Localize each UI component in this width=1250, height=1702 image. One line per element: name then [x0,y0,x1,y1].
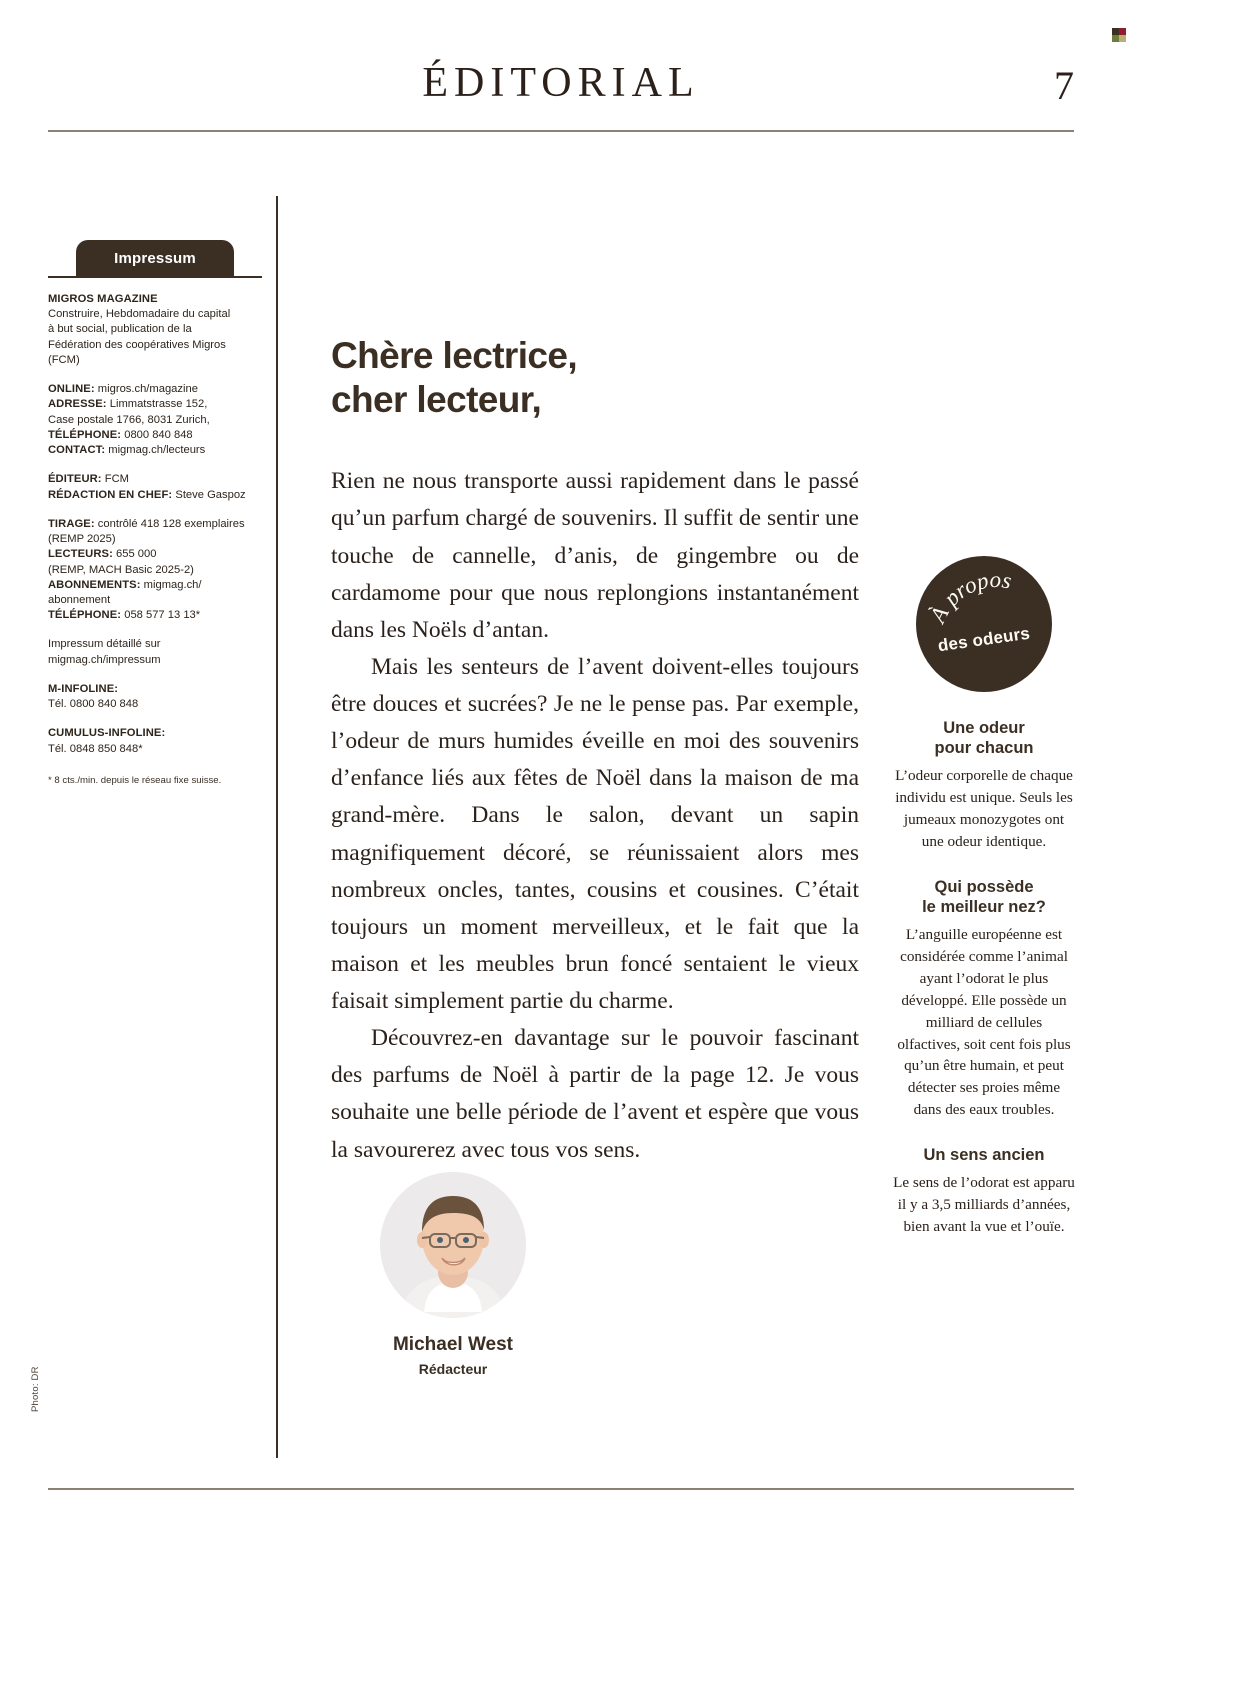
impressum-line-value: migmag.ch/ [140,578,202,591]
registration-swatch-dark [1112,28,1119,35]
impressum-body [48,292,262,757]
impressum-line [48,292,262,307]
impressum-line [48,322,262,337]
fact-heading-line-2: pour chacun [934,739,1034,758]
impressum-line [48,742,262,757]
registration-swatch-green [1112,35,1119,42]
author-byline [331,1172,575,1377]
impressum-line-value: Tél. 0848 850 848* [48,742,143,755]
impressum-line [48,547,262,562]
impressum-line-value: (REMP 2025) [48,533,116,546]
page-title: ÉDITORIAL [422,60,700,106]
headline-line-2: cher lecteur, [331,378,542,420]
impressum-line [48,338,262,353]
fact-heading [893,877,1075,917]
impressum-line-value: Construire, Hebdomadaire du capital [48,308,231,321]
impressum-line-value: FCM [101,473,129,486]
impressum-line-value: Tél. 0800 840 848 [48,698,139,711]
impressum-line-value: Fédération des coopératives Migros [48,338,226,351]
impressum-line-key: ADRESSE: [48,398,107,411]
impressum-block [48,382,262,458]
article-body [331,334,859,1169]
impressum-line-key: ONLINE: [48,383,95,396]
masthead [48,62,1074,134]
impressum-line-key: LECTEURS: [48,548,113,561]
impressum-line-value: 655 000 [112,548,157,561]
impressum-block [48,726,262,756]
article-paragraph: Découvrez-en davantage sur le pouvoir fascinant des parfums de Noël à partir de la page 12. Je vous souhaite une belle période de l’avent et espère que vous la savourerez avec tous vos sens. [331,1025,859,1163]
svg-text:À propos: À propos [924,567,1014,627]
fact-text: L’anguille européenne est considérée comme l’animal ayant l’odorat le plus développé. Elle possède un milliard de cellules olfactives, soit cent fois plus qu’un être humain, et peut détecter ses proies même dans des eaux troubles. [897,926,1071,1119]
fact-heading [893,718,1075,758]
impressum-block [48,682,262,712]
impressum-block [48,517,262,624]
impressum-line-value: migmag.ch/impressum [48,653,161,666]
author-role: Rédacteur [418,1361,488,1377]
impressum-line [48,517,262,532]
column-divider [276,196,278,1458]
impressum-line-value: (FCM) [48,353,80,366]
footer-rule [48,1488,1074,1490]
impressum-line-key: TIRAGE: [48,517,95,530]
impressum-rule [48,276,262,278]
impressum-line [48,472,262,487]
impressum-line-value: 0800 840 848 [121,428,193,441]
impressum-footnote: * 8 cts./min. depuis le réseau fixe suisse. [48,774,222,786]
impressum-line [48,413,262,428]
impressum-tab [76,240,234,276]
impressum-line-value: contrôlé 418 128 exemplaires [94,517,245,530]
impressum-line [48,637,262,652]
impressum-line [48,428,262,443]
impressum-line-value: abonnement [48,593,111,606]
impressum-line-value: à but social, publication de la [48,323,192,336]
impressum-line-key: ABONNEMENTS: [48,578,141,591]
impressum-block [48,637,262,667]
header-rule [48,130,1074,132]
impressum-line-key: TÉLÉPHONE: [48,609,122,622]
color-registration-mark [1112,28,1126,42]
facts-sidebar [893,556,1075,1238]
impressum-line [48,726,262,741]
impressum-panel [48,240,262,786]
impressum-block [48,472,262,502]
impressum-line [48,682,262,697]
article-paragraph: Mais les senteurs de l’avent doivent-elles toujours être douces et sucrées? Je ne le pense pas. Par exemple, l’odeur de murs humides éveille en moi des souvenirs d’enfance liés aux fêtes de Noël dans la maison de ma grand-mère. Dans le salon, devant un sapin magnifiquement décoré, se réunissaient alors mes nombreux oncles, tantes, cousins et cousines. C’était toujours un moment merveilleux, et le fait que la maison et les meubles brun foncé sentaient le vieux faisait simplement partie du charme. [331,653,859,1015]
impressum-line [48,697,262,712]
impressum-line [48,307,262,322]
impressum-line-value: migros.ch/magazine [94,383,198,396]
fact-heading-line-1: Une odeur [943,719,1025,737]
author-name: Michael West [392,1334,514,1355]
article-headline [331,334,859,421]
page-number: 7 [1054,63,1074,108]
impressum-line [48,382,262,397]
impressum-line-key: CONTACT: [48,444,106,457]
registration-swatch-olive [1119,35,1126,42]
fact-text: L’odeur corporelle de chaque individu est unique. Seuls les jumeaux monozygotes ont une odeur identique. [895,767,1073,850]
avatar [380,1172,526,1318]
impressum-line [48,563,262,578]
fact-heading [893,1145,1075,1165]
impressum-line-key: CUMULUS-INFOLINE: [48,727,166,740]
impressum-line [48,653,262,668]
impressum-line-value: 058 577 13 13* [121,609,201,622]
impressum-line-value: migmag.ch/lecteurs [105,444,206,457]
impressum-line-value: Steve Gaspoz [172,488,246,501]
fact-block [893,877,1075,1121]
author-portrait-icon [380,1172,526,1318]
impressum-line-value: Limmatstrasse 152, [106,398,208,411]
impressum-line [48,578,262,593]
impressum-line-value: Impressum détaillé sur [48,638,161,651]
photo-credit: Photo: DR [30,1366,41,1412]
impressum-line-value: Case postale 1766, 8031 Zurich, [48,413,210,426]
impressum-line [48,488,262,503]
fact-heading-line-2: le meilleur nez? [922,897,1046,916]
impressum-line [48,608,262,623]
impressum-line-value: (REMP, MACH Basic 2025-2) [48,563,194,576]
fact-heading-line-1: Un sens ancien [923,1146,1045,1165]
badge-line-2: des odeurs [936,623,1032,656]
impressum-line-key: MIGROS MAGAZINE [48,293,158,305]
fact-text: Le sens de l’odorat est apparu il y a 3,5 milliards d’années, bien avant la vue et l’ouïe. [893,1174,1075,1235]
impressum-line [48,532,262,547]
impressum-line [48,593,262,608]
fact-heading-line-1: Qui possède [934,877,1034,896]
impressum-line-key: M-INFOLINE: [48,682,119,695]
impressum-line-key: ÉDITEUR: [48,473,102,486]
registration-swatch-red [1119,28,1126,35]
headline-line-1: Chère lectrice, [331,335,578,376]
fact-block [893,718,1075,853]
impressum-line-key: RÉDACTION EN CHEF: [48,488,173,501]
fact-block [893,1145,1075,1238]
impressum-line [48,397,262,412]
impressum-line-key: TÉLÉPHONE: [48,428,122,441]
impressum-tab-label: Impressum [114,249,196,267]
impressum-line [48,353,262,368]
article-paragraph: Rien ne nous transporte aussi rapidement dans le passé qu’un parfum chargé de souvenirs. Il suffit de sentir une touche de cannelle, d’anis, de gingembre ou de cardamome pour que nous replongions instantanément dans les Noëls d’antan. [331,468,859,643]
about-odours-badge [916,556,1052,692]
impressum-block [48,292,262,368]
impressum-line [48,443,262,458]
